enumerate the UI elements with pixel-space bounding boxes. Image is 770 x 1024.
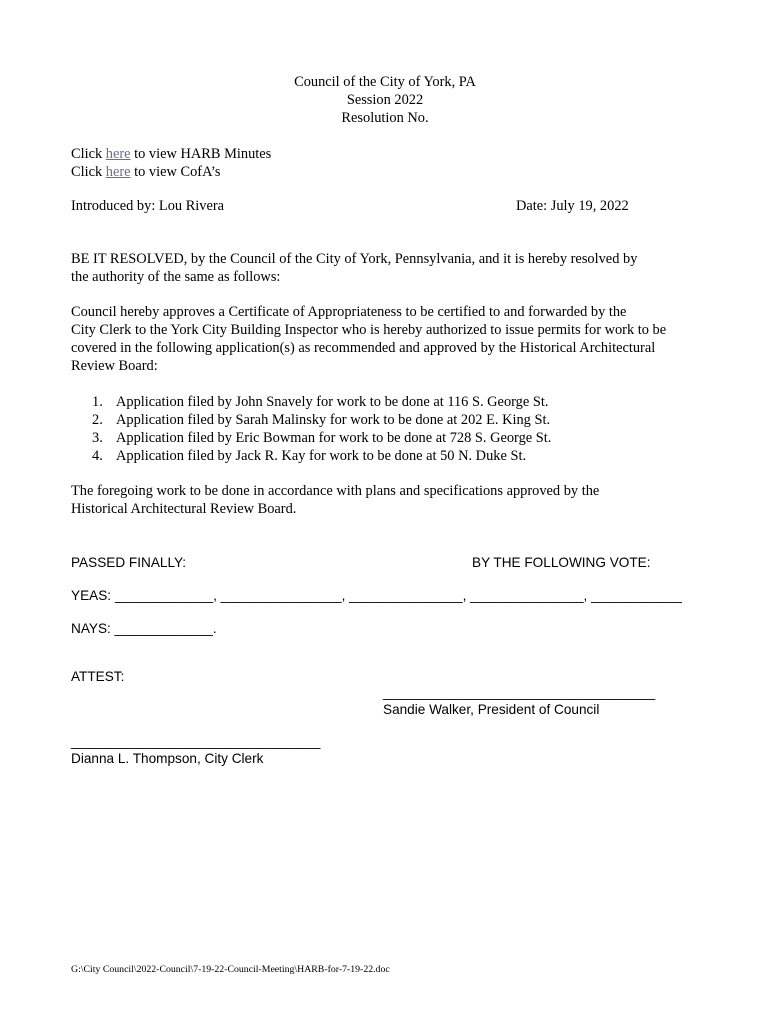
approval-paragraph: Council hereby approves a Certificate of Appropriateness to be certified to and forwarded by the City Clerk to the York City Building Inspector who is hereby authorized to issue permits for work to be covered in the following application(s) as recommended and approved by the Historical Architectural Review Board: [71, 304, 667, 374]
introduced-by: Introduced by: Lou Rivera [71, 198, 225, 214]
header-city: Council of the City of York, PA [294, 74, 476, 90]
president-name: Sandie Walker, President of Council [383, 702, 600, 717]
header-session: Session 2022 [346, 92, 424, 108]
nays-line: NAYS: _____________. [71, 621, 217, 636]
cofa-line: Click here to view CofA’s [71, 164, 221, 180]
document-header [0, 73, 770, 127]
harb-minutes-link[interactable]: here [105, 146, 131, 162]
yeas-line: YEAS: _____________, ________________, _______________, _______________, ____________ [71, 588, 682, 603]
clerk-signature-line: _________________________________ [71, 734, 321, 749]
resolution-date: Date: July 19, 2022 [516, 198, 629, 214]
file-path-footer: G:\City Council\2022-Council\7-19-22-Council-Meeting\HARB-for-7-19-22.doc [71, 964, 390, 975]
president-signature-line: ____________________________________ [383, 685, 656, 700]
clerk-name: Dianna L. Thompson, City Clerk [71, 751, 264, 766]
vote-label: BY THE FOLLOWING VOTE: [472, 555, 651, 570]
harb-minutes-line: Click here to view HARB Minutes [71, 146, 272, 162]
list-item: 2. Application filed by Sarah Malinsky for work to be done at 202 E. King St. [92, 412, 551, 428]
attest-label: ATTEST: [71, 669, 125, 684]
passed-finally-label: PASSED FINALLY: [71, 555, 187, 570]
cofa-link[interactable]: here [105, 164, 131, 180]
list-item: 1. Application filed by John Snavely for work to be done at 116 S. George St. [92, 394, 549, 410]
list-item: 3. Application filed by Eric Bowman for work to be done at 728 S. George St. [92, 430, 552, 446]
resolved-paragraph: BE IT RESOLVED, by the Council of the City of York, Pennsylvania, and it is hereby resolved by the authority of the same as follows: [71, 251, 638, 285]
link-block [71, 145, 271, 181]
list-item: 4. Application filed by Jack R. Kay for work to be done at 50 N. Duke St. [92, 448, 527, 464]
header-resolution: Resolution No. [341, 110, 429, 126]
foregoing-paragraph: The foregoing work to be done in accordance with plans and specifications approved by the Historical Architectural Review Board. [71, 483, 600, 517]
applications-list [92, 393, 551, 465]
